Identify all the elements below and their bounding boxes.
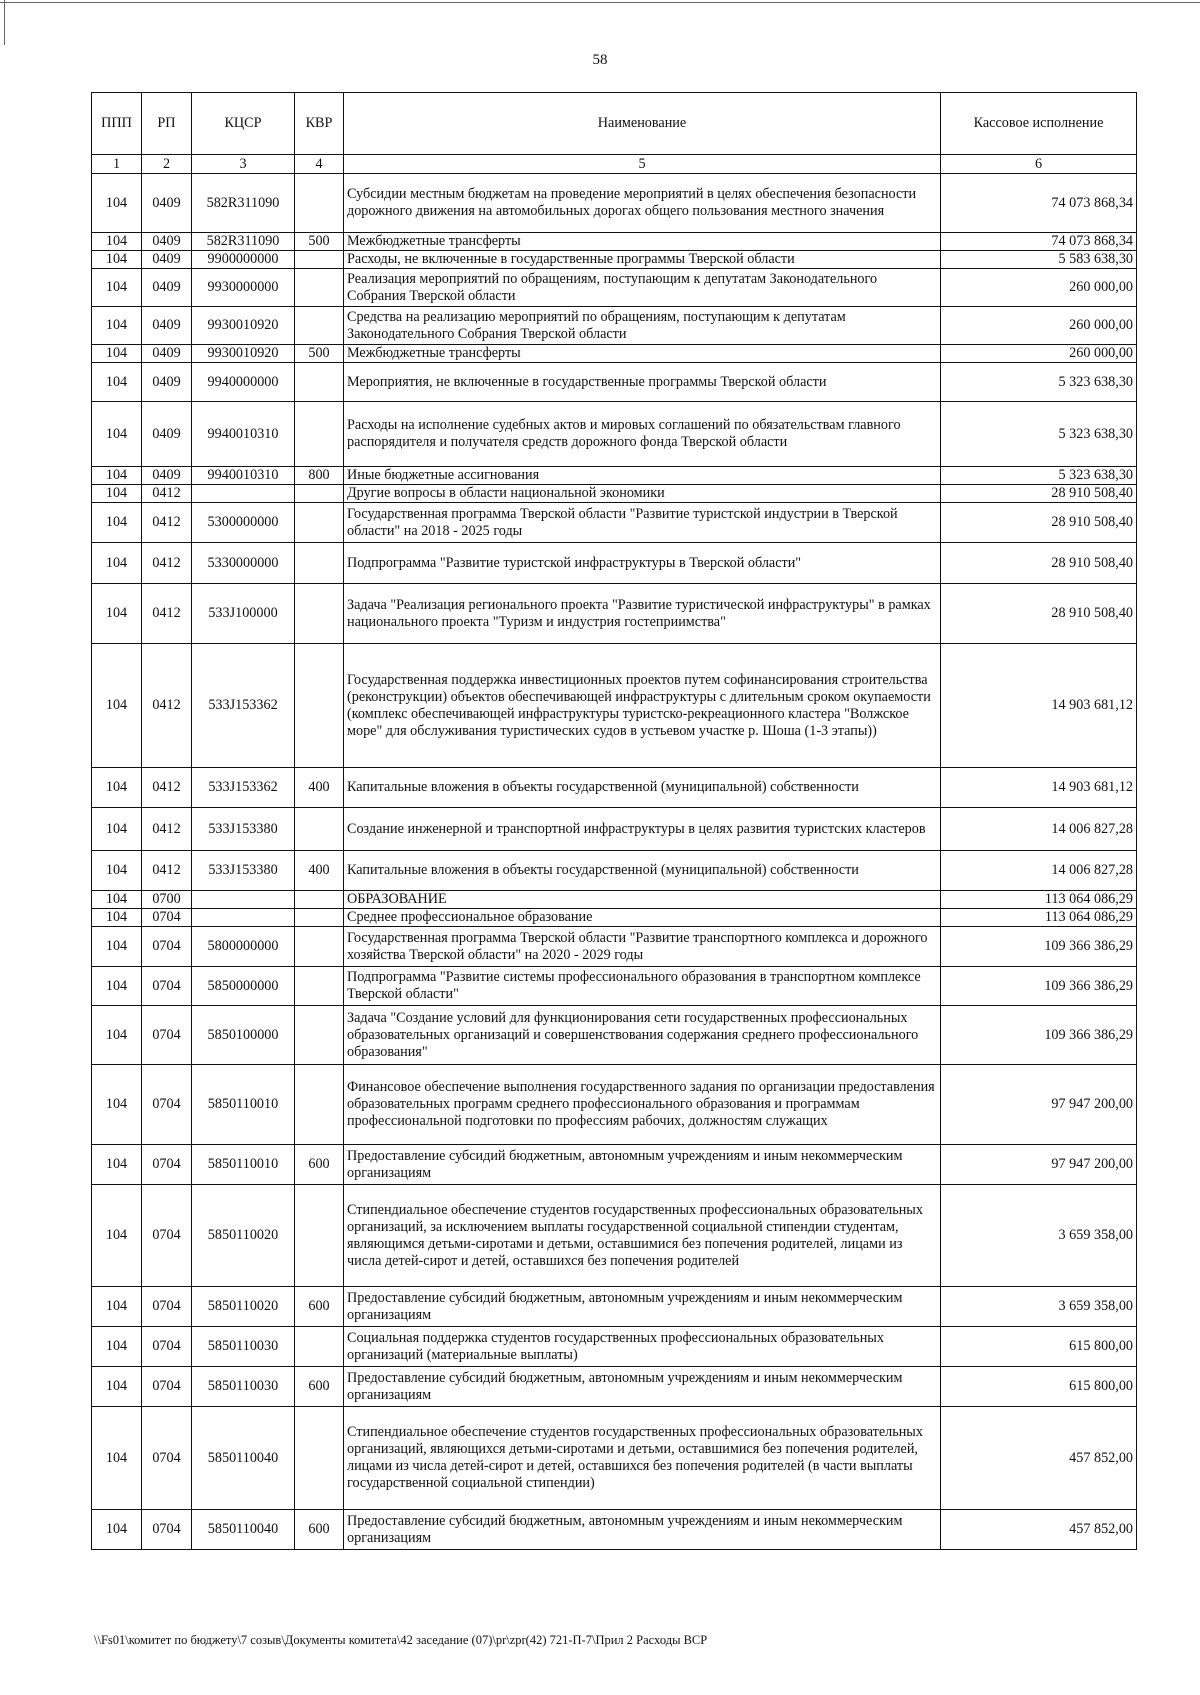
table-row <box>92 644 1137 768</box>
cell-ppp: 104 <box>92 1006 142 1065</box>
cell-kvr <box>295 891 344 909</box>
cell-kcsr: 533J153362 <box>192 768 295 808</box>
cell-kcsr <box>192 909 295 927</box>
cell-ppp: 104 <box>92 402 142 467</box>
column-number: 5 <box>344 155 941 174</box>
cell-ppp: 104 <box>92 363 142 402</box>
cell-name: Межбюджетные трансферты <box>344 345 941 363</box>
cell-kvr: 600 <box>295 1367 344 1407</box>
cell-kcsr: 9930010920 <box>192 307 295 345</box>
table-row <box>92 808 1137 851</box>
cell-name: Мероприятия, не включенные в государственные программы Тверской области <box>344 363 941 402</box>
cell-name: Другие вопросы в области национальной экономики <box>344 485 941 503</box>
cell-rp: 0704 <box>142 1065 192 1145</box>
cell-kvr: 400 <box>295 768 344 808</box>
table-header-row <box>92 93 1137 155</box>
cell-ppp: 104 <box>92 768 142 808</box>
table-row <box>92 967 1137 1006</box>
header-kcsr: КЦСР <box>192 93 295 155</box>
cell-rp: 0704 <box>142 1185 192 1287</box>
cell-ppp: 104 <box>92 1327 142 1367</box>
column-number: 2 <box>142 155 192 174</box>
cell-ppp: 104 <box>92 1145 142 1185</box>
cell-ppp: 104 <box>92 269 142 307</box>
cell-kvr: 500 <box>295 345 344 363</box>
cell-kcsr: 5850110030 <box>192 1327 295 1367</box>
cell-sum: 5 323 638,30 <box>941 402 1137 467</box>
cell-rp: 0704 <box>142 909 192 927</box>
cell-kvr <box>295 363 344 402</box>
cell-kcsr: 5850110030 <box>192 1367 295 1407</box>
cell-sum: 28 910 508,40 <box>941 503 1137 543</box>
cell-kcsr: 5850110040 <box>192 1407 295 1510</box>
cell-sum: 615 800,00 <box>941 1327 1137 1367</box>
cell-kcsr: 5850110020 <box>192 1287 295 1327</box>
cell-ppp: 104 <box>92 1367 142 1407</box>
cell-rp: 0409 <box>142 467 192 485</box>
page-number: 58 <box>592 52 608 68</box>
cell-sum: 5 583 638,30 <box>941 251 1137 269</box>
cell-ppp: 104 <box>92 584 142 644</box>
cell-name: ОБРАЗОВАНИЕ <box>344 891 941 909</box>
cell-rp: 0412 <box>142 485 192 503</box>
cell-kcsr: 5850110020 <box>192 1185 295 1287</box>
cell-sum: 5 323 638,30 <box>941 363 1137 402</box>
cell-sum: 97 947 200,00 <box>941 1145 1137 1185</box>
cell-ppp: 104 <box>92 644 142 768</box>
cell-kvr: 600 <box>295 1510 344 1550</box>
cell-kvr <box>295 909 344 927</box>
cell-kvr <box>295 485 344 503</box>
cell-sum: 28 910 508,40 <box>941 584 1137 644</box>
cell-sum: 113 064 086,29 <box>941 891 1137 909</box>
cell-kcsr: 9940010310 <box>192 467 295 485</box>
cell-kvr: 400 <box>295 851 344 891</box>
cell-sum: 457 852,00 <box>941 1407 1137 1510</box>
cell-sum: 14 006 827,28 <box>941 851 1137 891</box>
cell-sum: 14 903 681,12 <box>941 644 1137 768</box>
cell-rp: 0412 <box>142 808 192 851</box>
cell-ppp: 104 <box>92 485 142 503</box>
cell-kvr <box>295 808 344 851</box>
table-row <box>92 402 1137 467</box>
cell-kcsr: 582R311090 <box>192 174 295 233</box>
cell-name: Капитальные вложения в объекты государственной (муниципальной) собственности <box>344 768 941 808</box>
header-name: Наименование <box>344 93 941 155</box>
footer-file-path: \\Fs01\комитет по бюджету\7 созыв\Документы комитета\42 заседание (07)\pr\zpr(42) 721-П-7\Прил 2 Расходы ВСР <box>94 1633 708 1647</box>
cell-rp: 0704 <box>142 1327 192 1367</box>
table-row <box>92 1407 1137 1510</box>
cell-kvr <box>295 927 344 967</box>
table-row <box>92 768 1137 808</box>
cell-name: Средства на реализацию мероприятий по обращениям, поступающим к депутатам Законодательного Собрания Тверской области <box>344 307 941 345</box>
cell-rp: 0409 <box>142 363 192 402</box>
cell-rp: 0704 <box>142 1145 192 1185</box>
cell-name: Реализация мероприятий по обращениям, поступающим к депутатам Законодательного Собрания Тверской области <box>344 269 941 307</box>
cell-kvr <box>295 1185 344 1287</box>
cell-ppp: 104 <box>92 503 142 543</box>
cell-rp: 0409 <box>142 174 192 233</box>
table-row <box>92 584 1137 644</box>
cell-name: Финансовое обеспечение выполнения государственного задания по организации предоставления образовательных программ среднего профессионального образования и программам профессиональной подготовки по профессиям рабочих, должностям служащих <box>344 1065 941 1145</box>
page-left-rule <box>4 0 5 45</box>
table-body <box>92 174 1137 1550</box>
cell-kvr <box>295 1006 344 1065</box>
column-number: 1 <box>92 155 142 174</box>
table-row <box>92 174 1137 233</box>
cell-ppp: 104 <box>92 1185 142 1287</box>
cell-rp: 0412 <box>142 644 192 768</box>
table-row <box>92 891 1137 909</box>
cell-kcsr: 5850110010 <box>192 1145 295 1185</box>
table-row <box>92 1287 1137 1327</box>
cell-ppp: 104 <box>92 851 142 891</box>
cell-kvr <box>295 543 344 584</box>
header-rp: РП <box>142 93 192 155</box>
cell-sum: 97 947 200,00 <box>941 1065 1137 1145</box>
cell-name: Среднее профессиональное образование <box>344 909 941 927</box>
table-row <box>92 543 1137 584</box>
cell-sum: 260 000,00 <box>941 269 1137 307</box>
cell-sum: 28 910 508,40 <box>941 485 1137 503</box>
cell-kvr <box>295 1407 344 1510</box>
cell-sum: 109 366 386,29 <box>941 967 1137 1006</box>
cell-kcsr: 5850110040 <box>192 1510 295 1550</box>
cell-kvr: 500 <box>295 233 344 251</box>
cell-name: Государственная поддержка инвестиционных проектов путем софинансирования строительства (реконструкции) объектов обеспечивающей инфраструктуры с длительным сроком окупаемости (комплекс обеспечивающей инфраструктуры туристско-рекреационного кластера "Волжское море" для обслуживания туристических судов в устьевом участке р. Шоша (1-3 этапы)) <box>344 644 941 768</box>
cell-kvr <box>295 402 344 467</box>
column-number: 6 <box>941 155 1137 174</box>
table-row <box>92 1185 1137 1287</box>
cell-sum: 3 659 358,00 <box>941 1185 1137 1287</box>
cell-kvr <box>295 269 344 307</box>
cell-ppp: 104 <box>92 1287 142 1327</box>
cell-rp: 0704 <box>142 927 192 967</box>
cell-ppp: 104 <box>92 808 142 851</box>
table-row <box>92 851 1137 891</box>
cell-kvr: 600 <box>295 1145 344 1185</box>
cell-kcsr: 533J153380 <box>192 851 295 891</box>
column-number: 4 <box>295 155 344 174</box>
cell-name: Государственная программа Тверской области "Развитие транспортного комплекса и дорожного хозяйства Тверской области" на 2020 - 2029 годы <box>344 927 941 967</box>
cell-name: Предоставление субсидий бюджетным, автономным учреждениям и иным некоммерческим организациям <box>344 1145 941 1185</box>
cell-kcsr: 5850110010 <box>192 1065 295 1145</box>
cell-name: Межбюджетные трансферты <box>344 233 941 251</box>
cell-name: Иные бюджетные ассигнования <box>344 467 941 485</box>
cell-name: Задача "Создание условий для функционирования сети государственных профессиональных образовательных организаций и совершенствования содержания среднего профессионального образования" <box>344 1006 941 1065</box>
cell-rp: 0409 <box>142 402 192 467</box>
cell-kvr <box>295 174 344 233</box>
table-row <box>92 1367 1137 1407</box>
cell-ppp: 104 <box>92 467 142 485</box>
cell-sum: 109 366 386,29 <box>941 927 1137 967</box>
table-row <box>92 307 1137 345</box>
header-sum: Кассовое исполнение <box>941 93 1137 155</box>
cell-ppp: 104 <box>92 1510 142 1550</box>
cell-sum: 615 800,00 <box>941 1367 1137 1407</box>
table-row <box>92 927 1137 967</box>
cell-ppp: 104 <box>92 927 142 967</box>
cell-kvr: 600 <box>295 1287 344 1327</box>
table-row <box>92 467 1137 485</box>
cell-name: Стипендиальное обеспечение студентов государственных профессиональных образовательных организаций, являющихся детьми-сиротами и детьми, оставшимися без попечения родителей, лицами из числа детей-сирот и детей, оставшихся без попечения родителей (в части выплаты государственной социальной стипендии) <box>344 1407 941 1510</box>
table-row <box>92 345 1137 363</box>
cell-sum: 14 903 681,12 <box>941 768 1137 808</box>
cell-ppp: 104 <box>92 1407 142 1510</box>
cell-kvr <box>295 307 344 345</box>
cell-rp: 0704 <box>142 1407 192 1510</box>
cell-ppp: 104 <box>92 251 142 269</box>
cell-ppp: 104 <box>92 307 142 345</box>
cell-rp: 0409 <box>142 233 192 251</box>
cell-sum: 3 659 358,00 <box>941 1287 1137 1327</box>
column-number: 3 <box>192 155 295 174</box>
cell-name: Предоставление субсидий бюджетным, автономным учреждениям и иным некоммерческим организациям <box>344 1510 941 1550</box>
cell-name: Стипендиальное обеспечение студентов государственных профессиональных образовательных организаций, за исключением выплаты государственной социальной стипендии студентам, являющимся детьми-сиротами и детьми, оставшимися без попечения родителей, лицами из числа детей-сирот и детей, оставшихся без попечения родителей <box>344 1185 941 1287</box>
cell-kvr <box>295 503 344 543</box>
cell-sum: 109 366 386,29 <box>941 1006 1137 1065</box>
cell-rp: 0704 <box>142 1287 192 1327</box>
cell-rp: 0412 <box>142 543 192 584</box>
cell-kcsr: 9940000000 <box>192 363 295 402</box>
cell-rp: 0700 <box>142 891 192 909</box>
cell-rp: 0409 <box>142 345 192 363</box>
header-ppp: ППП <box>92 93 142 155</box>
cell-name: Задача "Реализация регионального проекта "Развитие туристической инфраструктуры" в рамках национального проекта "Туризм и индустрия гостеприимства" <box>344 584 941 644</box>
cell-sum: 260 000,00 <box>941 345 1137 363</box>
cell-rp: 0704 <box>142 967 192 1006</box>
cell-kcsr: 9940010310 <box>192 402 295 467</box>
cell-sum: 28 910 508,40 <box>941 543 1137 584</box>
header-kvr: КВР <box>295 93 344 155</box>
cell-kcsr: 9930000000 <box>192 269 295 307</box>
cell-rp: 0409 <box>142 307 192 345</box>
cell-sum: 113 064 086,29 <box>941 909 1137 927</box>
cell-name: Подпрограмма "Развитие туристской инфраструктуры в Тверской области" <box>344 543 941 584</box>
cell-kcsr: 5300000000 <box>192 503 295 543</box>
cell-name: Социальная поддержка студентов государственных профессиональных образовательных организаций (материальные выплаты) <box>344 1327 941 1367</box>
cell-kcsr <box>192 891 295 909</box>
cell-kvr <box>295 584 344 644</box>
cell-kcsr: 533J153362 <box>192 644 295 768</box>
cell-ppp: 104 <box>92 233 142 251</box>
cell-kcsr: 533J153380 <box>192 808 295 851</box>
cell-kcsr: 582R311090 <box>192 233 295 251</box>
cell-kvr: 800 <box>295 467 344 485</box>
cell-ppp: 104 <box>92 1065 142 1145</box>
table-row <box>92 1065 1137 1145</box>
cell-kcsr: 5850000000 <box>192 967 295 1006</box>
budget-table <box>91 92 1137 1550</box>
table-row <box>92 1327 1137 1367</box>
cell-rp: 0704 <box>142 1367 192 1407</box>
cell-name: Капитальные вложения в объекты государственной (муниципальной) собственности <box>344 851 941 891</box>
cell-kcsr: 5850100000 <box>192 1006 295 1065</box>
cell-ppp: 104 <box>92 909 142 927</box>
cell-kvr <box>295 1065 344 1145</box>
cell-sum: 14 006 827,28 <box>941 808 1137 851</box>
cell-rp: 0409 <box>142 269 192 307</box>
cell-rp: 0412 <box>142 584 192 644</box>
page-top-rule <box>0 2 1200 3</box>
cell-kvr <box>295 967 344 1006</box>
cell-kcsr: 9930010920 <box>192 345 295 363</box>
cell-name: Предоставление субсидий бюджетным, автономным учреждениям и иным некоммерческим организациям <box>344 1287 941 1327</box>
cell-name: Предоставление субсидий бюджетным, автономным учреждениям и иным некоммерческим организациям <box>344 1367 941 1407</box>
cell-kcsr: 5330000000 <box>192 543 295 584</box>
table-row <box>92 251 1137 269</box>
table-row <box>92 485 1137 503</box>
cell-rp: 0409 <box>142 251 192 269</box>
cell-kvr <box>295 251 344 269</box>
cell-rp: 0412 <box>142 851 192 891</box>
cell-rp: 0412 <box>142 768 192 808</box>
table-row <box>92 1006 1137 1065</box>
cell-kcsr <box>192 485 295 503</box>
cell-rp: 0412 <box>142 503 192 543</box>
cell-kcsr: 9900000000 <box>192 251 295 269</box>
cell-rp: 0704 <box>142 1510 192 1550</box>
cell-ppp: 104 <box>92 967 142 1006</box>
cell-ppp: 104 <box>92 543 142 584</box>
cell-ppp: 104 <box>92 174 142 233</box>
table-row <box>92 909 1137 927</box>
table-row <box>92 363 1137 402</box>
cell-sum: 5 323 638,30 <box>941 467 1137 485</box>
cell-ppp: 104 <box>92 891 142 909</box>
cell-name: Расходы на исполнение судебных актов и мировых соглашений по обязательствам главного распорядителя и получателя средств дорожного фонда Тверской области <box>344 402 941 467</box>
cell-kvr <box>295 644 344 768</box>
cell-name: Государственная программа Тверской области "Развитие туристской индустрии в Тверской области" на 2018 - 2025 годы <box>344 503 941 543</box>
table-row <box>92 503 1137 543</box>
cell-sum: 457 852,00 <box>941 1510 1137 1550</box>
cell-name: Расходы, не включенные в государственные программы Тверской области <box>344 251 941 269</box>
cell-name: Создание инженерной и транспортной инфраструктуры в целях развития туристских кластеров <box>344 808 941 851</box>
cell-kcsr: 5800000000 <box>192 927 295 967</box>
cell-sum: 260 000,00 <box>941 307 1137 345</box>
cell-rp: 0704 <box>142 1006 192 1065</box>
table-row <box>92 1145 1137 1185</box>
cell-sum: 74 073 868,34 <box>941 233 1137 251</box>
cell-kcsr: 533J100000 <box>192 584 295 644</box>
table-row <box>92 233 1137 251</box>
cell-name: Подпрограмма "Развитие системы профессионального образования в транспортном комплексе Тверской области" <box>344 967 941 1006</box>
cell-sum: 74 073 868,34 <box>941 174 1137 233</box>
table-row <box>92 1510 1137 1550</box>
column-number-row <box>92 155 1137 174</box>
cell-ppp: 104 <box>92 345 142 363</box>
cell-kvr <box>295 1327 344 1367</box>
table-row <box>92 269 1137 307</box>
cell-name: Субсидии местным бюджетам на проведение мероприятий в целях обеспечения безопасности дорожного движения на автомобильных дорогах общего пользования местного значения <box>344 174 941 233</box>
